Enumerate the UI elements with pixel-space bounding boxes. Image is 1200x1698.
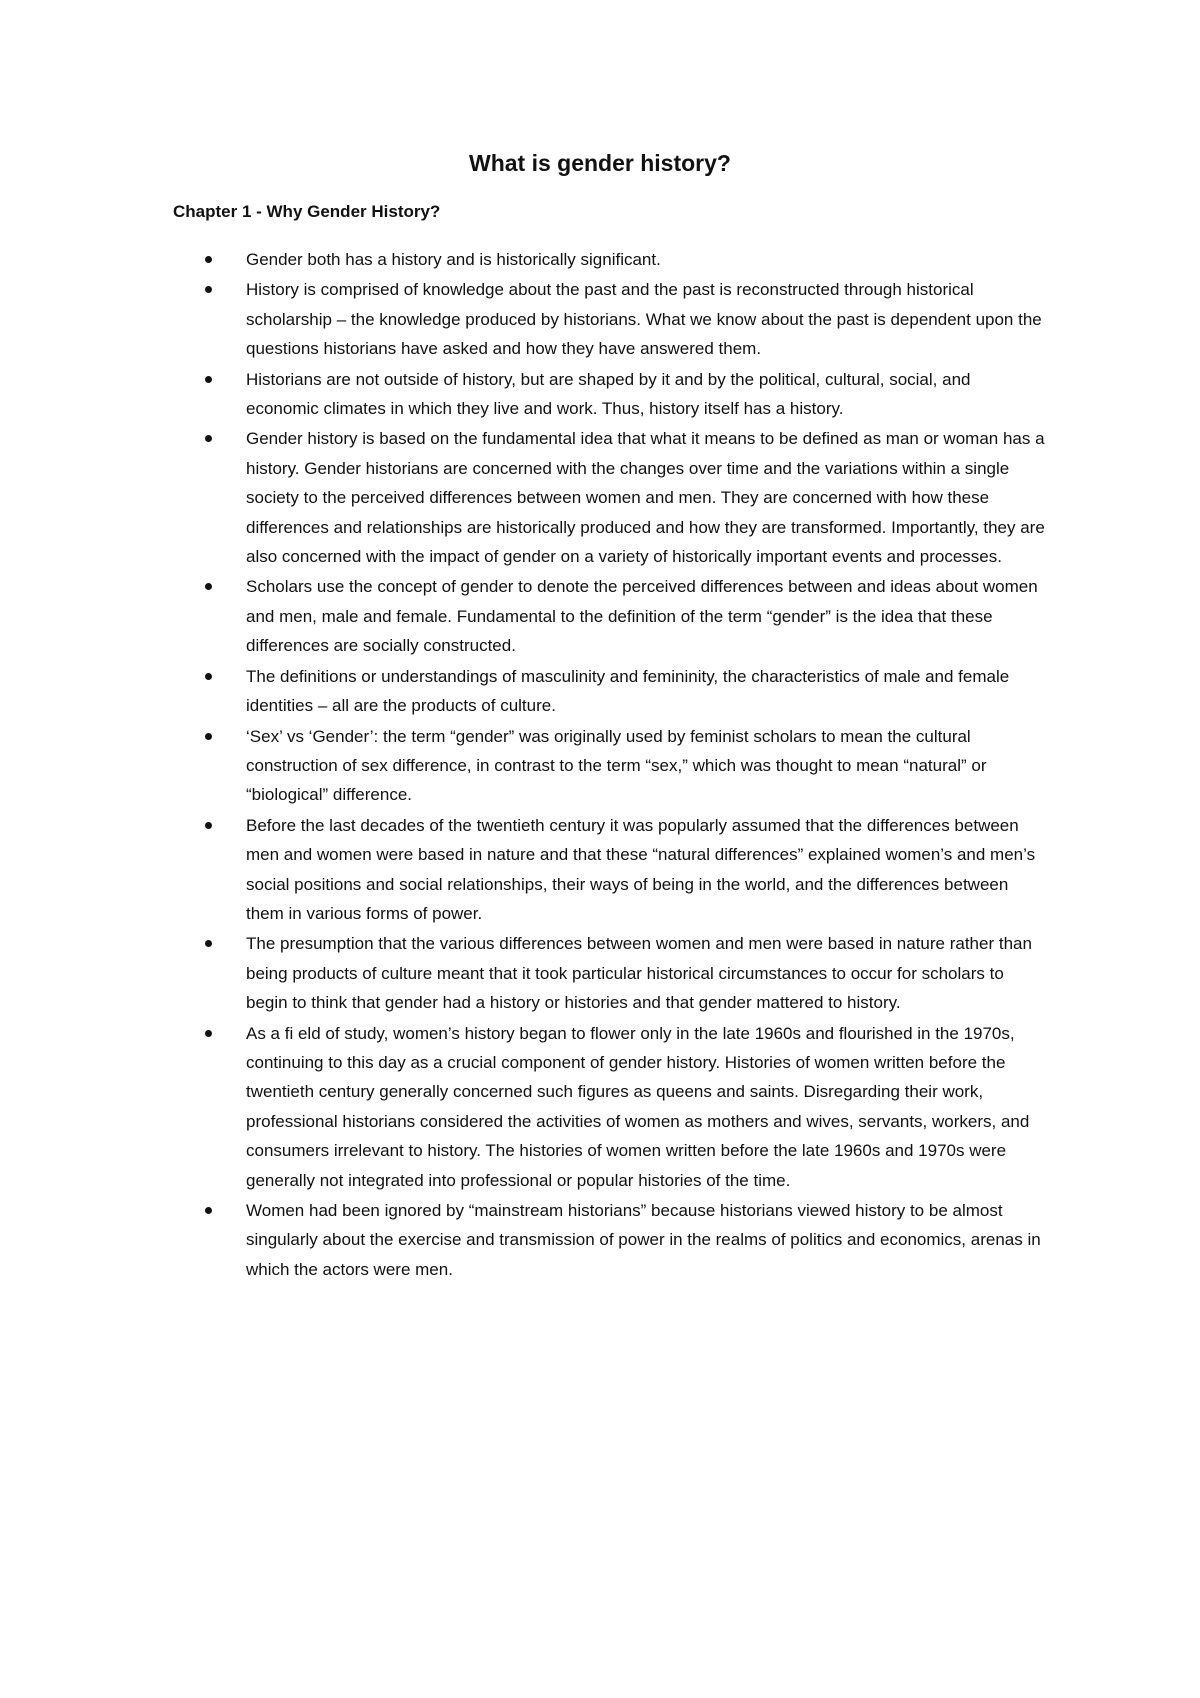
bullet-text: History is comprised of knowledge about the past and the past is reconstructed through historical scholarship – the knowledge produced by historians. What we know about the past is dependent upon the questions historians have asked and how they have answered them. [246,280,1042,359]
bullet-icon [205,1207,212,1214]
bullet-text: Women had been ignored by “mainstream historians” because historians viewed history to be almost singularly about the exercise and transmission of power in the realms of politics and economics, arenas in which the actors were men. [246,1201,1041,1279]
bullet-icon [205,376,212,383]
bullet-text: Scholars use the concept of gender to denote the perceived differences between and ideas about women and men, male and female. Fundamental to the definition of the term “gender” is the idea that these differences are socially constructed. [246,577,1038,656]
bullet-text: ‘Sex’ vs ‘Gender’: the term “gender” was originally used by feminist scholars to mean the cultural construction of sex difference, in contrast to the term “sex,” which was thought to mean “natural” or “biological” difference. [246,726,987,805]
bullet-icon [205,940,212,947]
list-item [0,1019,1200,1195]
list-item [0,245,1200,274]
bullet-icon [205,286,212,293]
list-item [0,572,1200,660]
list-item [0,662,1200,721]
bullet-text: As a fi eld of study, women’s history began to flower only in the late 1960s and flourished in the 1970s, continuing to this day as a crucial component of gender history. Histories of women written before the twentieth century generally concerned such figures as queens and saints. Disregarding their work, professional historians considered the activities of women as mothers and wives, servants, workers, and consumers irrelevant to history. The histories of women written before the late 1960s and 1970s were generally not integrated into professional or popular histories of the time. [246,1023,1030,1190]
bullet-text: The presumption that the various differences between women and men were based in nature rather than being products of culture meant that it took particular historical circumstances to occur for scholars to begin to think that gender had a history or histories and that gender mattered to history. [246,934,1032,1013]
bullet-text: Gender history is based on the fundamental idea that what it means to be defined as man or woman has a history. Gender historians are concerned with the changes over time and the variations within a single society to the perceived differences between women and men. They are concerned with how these differences and relationships are historically produced and how they are transformed. Importantly, they are also concerned with the impact of gender on a variety of historically important events and processes. [246,429,1045,567]
list-item [0,929,1200,1017]
bullet-icon [205,256,212,263]
bullet-icon [205,733,212,740]
list-item [0,365,1200,424]
page-title: What is gender history? [469,150,731,176]
bullet-text: Before the last decades of the twentieth century it was popularly assumed that the differences between men and women were based in nature and that these “natural differences” explained women’s and men’s social positions and social relationships, their ways of being in the world, and the differences between them in various forms of power. [246,815,1036,923]
bullet-icon [205,583,212,590]
list-item [0,275,1200,363]
list-item [0,1196,1200,1284]
bullet-icon [205,1030,212,1037]
chapter-heading: Chapter 1 - Why Gender History? [173,202,441,221]
list-item [0,722,1200,810]
list-item [0,424,1200,571]
bullet-text: The definitions or understandings of masculinity and femininity, the characteristics of male and female identities – all are the products of culture. [246,666,1010,716]
bullet-icon [205,822,212,829]
bullet-icon [205,673,212,680]
bullet-list [0,245,1200,1285]
list-item [0,811,1200,929]
bullet-icon [205,435,212,442]
bullet-text: Gender both has a history and is historically significant. [246,250,661,269]
bullet-text: Historians are not outside of history, but are shaped by it and by the political, cultural, social, and economic climates in which they live and work. Thus, history itself has a history. [246,369,971,419]
